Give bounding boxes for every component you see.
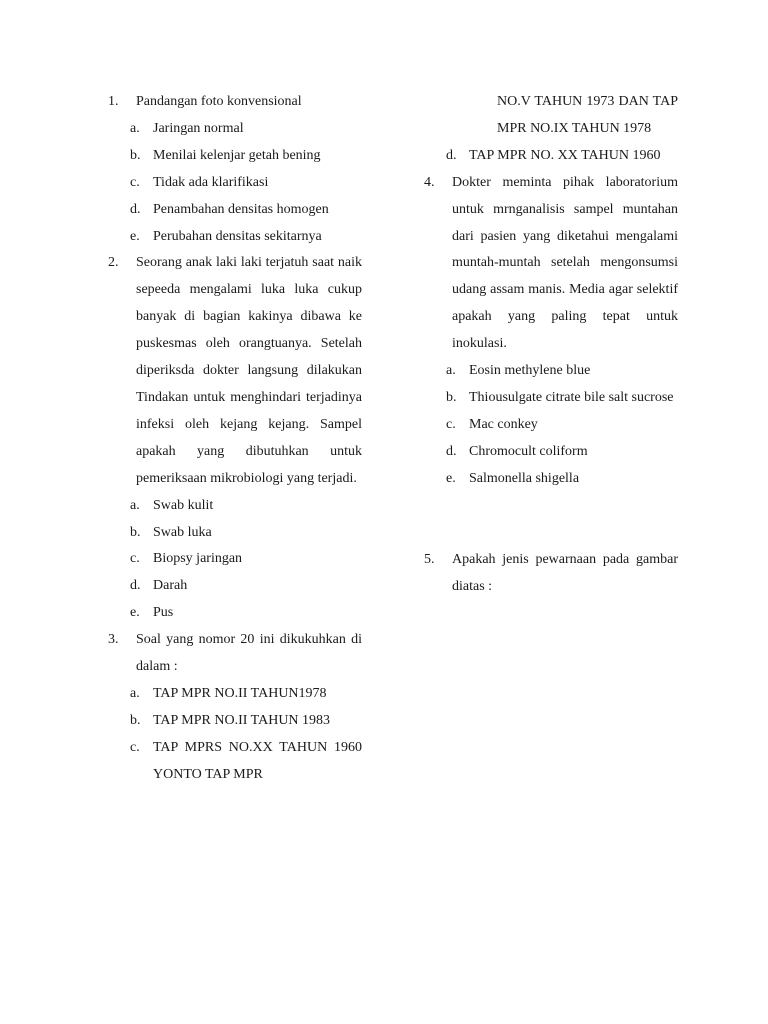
option-letter: b. bbox=[130, 147, 141, 163]
question-4 bbox=[424, 170, 678, 358]
option bbox=[424, 358, 678, 385]
option-letter: e. bbox=[130, 228, 140, 244]
left-column bbox=[108, 89, 362, 789]
option-letter: a. bbox=[130, 120, 140, 136]
option bbox=[424, 439, 678, 466]
option-text: TAP MPR NO.II TAHUN 1983 bbox=[153, 712, 331, 728]
option bbox=[108, 573, 362, 600]
option-text: Menilai kelenjar getah bening bbox=[153, 147, 321, 163]
option bbox=[108, 735, 362, 789]
option-text: Penambahan densitas homogen bbox=[153, 201, 329, 217]
question-1 bbox=[108, 89, 362, 116]
question-number: 2. bbox=[108, 255, 119, 271]
option-text: Biopsy jaringan bbox=[153, 551, 243, 567]
option bbox=[424, 143, 678, 170]
option bbox=[108, 708, 362, 735]
option-text: Eosin methylene blue bbox=[469, 363, 591, 379]
option-text: Darah bbox=[153, 578, 188, 594]
option-text: TAP MPR NO. XX TAHUN 1960 bbox=[469, 147, 661, 163]
option-letter: a. bbox=[130, 685, 140, 701]
option-text: Swab luka bbox=[153, 524, 212, 540]
question-2 bbox=[108, 250, 362, 492]
question-number: 1. bbox=[108, 94, 119, 109]
option bbox=[108, 520, 362, 547]
option-letter: a. bbox=[446, 363, 456, 379]
option-letter: d. bbox=[130, 201, 141, 217]
option-text: Salmonella shigella bbox=[469, 470, 580, 486]
question-text: Soal yang nomor 20 ini dikukuhkan di dalam : bbox=[136, 632, 362, 675]
option-continuation: NO.V TAHUN 1973 DAN TAP MPR NO.IX TAHUN 1978 bbox=[497, 94, 678, 136]
option-letter: d. bbox=[446, 147, 457, 163]
option bbox=[424, 385, 678, 412]
option-letter: b. bbox=[446, 389, 457, 405]
option-letter: e. bbox=[446, 470, 456, 486]
option bbox=[108, 170, 362, 197]
option bbox=[108, 493, 362, 520]
option-letter: c. bbox=[130, 174, 140, 190]
option bbox=[108, 116, 362, 143]
option bbox=[108, 600, 362, 627]
question-text: Pandangan foto konvensional bbox=[136, 94, 302, 109]
option bbox=[424, 412, 678, 439]
option-letter: c. bbox=[446, 416, 456, 432]
option bbox=[424, 466, 678, 493]
option-text: Pus bbox=[153, 605, 174, 621]
option-letter: a. bbox=[130, 497, 140, 513]
question-text: Dokter meminta pihak laboratorium untuk mrnganalisis sampel muntahan dari pasien yang diketahui mengalami muntah-muntah setelah mengonsumsi udang assam manis. Media agar selektif apakah yang paling tepat untuk inokulasi. bbox=[452, 174, 678, 352]
option-letter: c. bbox=[130, 739, 140, 755]
option-text: TAP MPR NO.II TAHUN1978 bbox=[153, 685, 327, 701]
question-number: 5. bbox=[424, 551, 435, 567]
option-letter: b. bbox=[130, 524, 141, 540]
option-letter: c. bbox=[130, 551, 140, 567]
option bbox=[108, 546, 362, 573]
question-3 bbox=[108, 627, 362, 681]
option-letter: d. bbox=[130, 578, 141, 594]
option-letter: d. bbox=[446, 443, 457, 459]
option-text: Thiousulgate citrate bile salt sucrose bbox=[469, 389, 674, 405]
option-text: Perubahan densitas sekitarnya bbox=[153, 228, 322, 244]
option bbox=[108, 681, 362, 708]
option-text: Jaringan normal bbox=[153, 120, 244, 136]
option-text: Mac conkey bbox=[469, 416, 538, 432]
option bbox=[108, 197, 362, 224]
option bbox=[108, 224, 362, 251]
option-letter: e. bbox=[130, 605, 140, 621]
question-5 bbox=[424, 547, 678, 601]
option-text: Swab kulit bbox=[153, 497, 214, 513]
question-number: 4. bbox=[424, 174, 435, 190]
right-column bbox=[424, 89, 678, 600]
option-text: Tidak ada klarifikasi bbox=[153, 174, 269, 190]
spacer bbox=[424, 493, 678, 547]
option-text: TAP MPRS NO.XX TAHUN 1960 YONTO TAP MPR bbox=[153, 739, 362, 782]
option-text: Chromocult coliform bbox=[469, 443, 588, 459]
option bbox=[108, 143, 362, 170]
option-letter: b. bbox=[130, 712, 141, 728]
question-text: Seorang anak laki laki terjatuh saat naik sepeeda mengalami luka luka cukup banyak di bagian kakinya dibawa ke puskesmas oleh orangtuanya. Setelah diperiksda dokter langsung dilakukan Tindakan untuk menghindari terjadinya infeksi oleh kejang kejang. Sampel apakah yang dibutuhkan untuk pemeriksaan mikrobiologi yang terjadi. bbox=[136, 255, 362, 486]
question-number: 3. bbox=[108, 632, 119, 648]
question-text: Apakah jenis pewarnaan pada gambar diatas : bbox=[452, 551, 678, 594]
